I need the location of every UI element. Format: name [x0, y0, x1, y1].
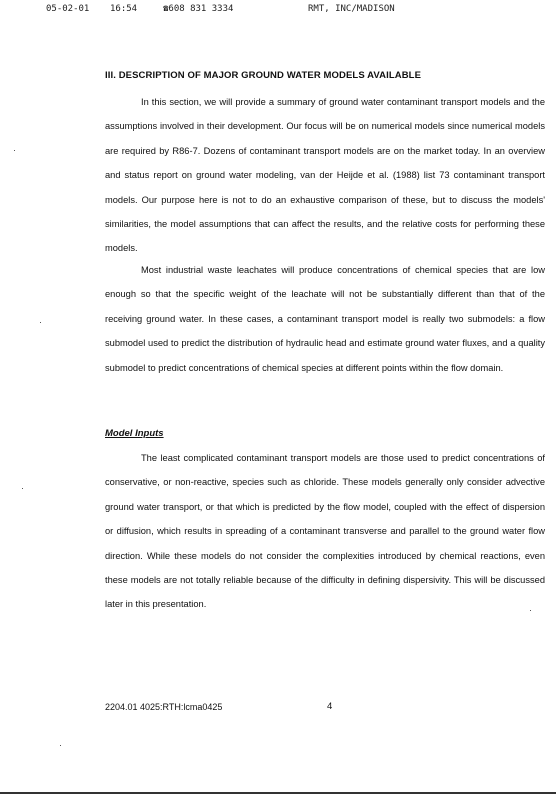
- scan-speck: [60, 745, 61, 746]
- paragraph-leachates: Most industrial waste leachates will produce concentrations of chemical species that are low enough so that the specific weight of the leachate will not be substantially different than that of the receiving ground water. In these cases, a contaminant transport model is really two submodels: a flow submodel used to predict the distribution of hydraulic head and estimate ground water fluxes, and a quality submodel to predict concentrations of chemical species at different points within the flow domain.: [105, 265, 545, 373]
- fax-time: 16:54: [110, 4, 138, 14]
- scan-speck: [40, 322, 41, 323]
- subheading-model-inputs: Model Inputs: [105, 428, 164, 439]
- scan-speck: [530, 610, 531, 611]
- fax-header: [0, 4, 556, 18]
- fax-phone: ☎608 831 3334: [163, 4, 234, 14]
- fax-sender: RMT, INC/MADISON: [308, 4, 395, 14]
- scan-speck: [22, 488, 23, 489]
- scan-speck: [14, 150, 15, 151]
- page-number: 4: [327, 701, 333, 712]
- section-title: III. DESCRIPTION OF MAJOR GROUND WATER MODELS AVAILABLE: [105, 70, 422, 81]
- scan-edge-line: [0, 792, 556, 794]
- paragraph-model-inputs: The least complicated contaminant transport models are those used to predict concentrations of conservative, or non-reactive, species such as chloride. These models generally only consider advective ground water transport, or that which is predicted by the flow model, coupled with the effect of dispersion or diffusion, which results in spreading of a contaminant transverse and parallel to the ground water flow direction. While these models do not consider the complexities introduced by chemical reactions, even these models are not totally reliable because of the difficulty in defining dispersivity. This will be discussed later in this presentation.: [105, 453, 545, 610]
- paragraph-intro: In this section, we will provide a summary of ground water contaminant transport models and the assumptions involved in their development. Our focus will be on numerical models since numerical models are required by R86-7. Dozens of contaminant transport models are on the market today. In an overview and status report on ground water modeling, van der Heijde et al. (1988) list 73 contaminant transport models. Our purpose here is not to do an exhaustive comparison of these, but to discuss the models' similarities, the model assumptions that can affect the results, and the relative costs for performing these models.: [105, 97, 545, 254]
- document-id: 2204.01 4025:RTH:lcma0425: [105, 702, 223, 712]
- fax-date: 05-02-01: [46, 4, 90, 14]
